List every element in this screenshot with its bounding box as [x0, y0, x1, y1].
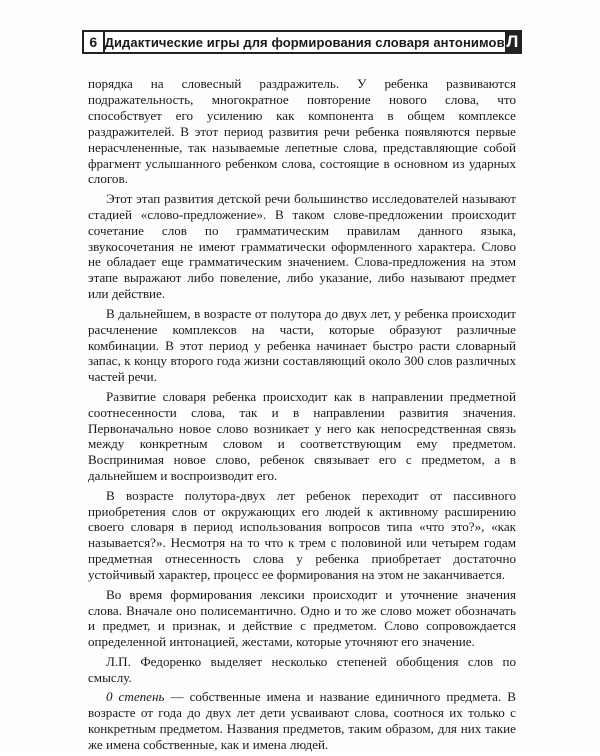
paragraph: В дальнейшем, в возрасте от полутора до двух лет, у ребенка происходит расчленение комплексов на части, которые образуют различные комбинации. В этот период у ребенка начинает быстро расти словарный запас, к концу второго года жизни составляющий около 300 слов различных частей речи.	[88, 305, 516, 385]
paragraph: порядка на словесный раздражитель. У ребенка развиваются подражательность, многократное повторение нового слова, что способствует его усилению как компонента в общем комплексе раздражителей. В этот период развития речи ребенка появляются первые нерасчлененные, так называемые лепетные слова, представляющие собой фрагмент услышанного ребенком слова, состоящие в основном из ударных слогов.	[88, 76, 516, 187]
running-header	[82, 30, 522, 54]
page-number: 6	[84, 32, 105, 52]
body-text	[88, 76, 516, 756]
running-title: Дидактические игры для формирования словаря антонимов	[104, 34, 505, 50]
section-letter-tab: Л	[506, 32, 519, 51]
paragraph: Развитие словаря ребенка происходит как в направлении предметной соотнесенности слова, так и в направлении развития значения. Первоначально новое слово возникает у него как непосредственная связь между конкретным словом и соответствующим ему предметом. Воспринимая новое слово, ребенок связывает его с предметом, а в дальнейшем и воспроизводит его.	[88, 388, 516, 484]
paragraph: Л.П. Федоренко выделяет несколько степеней обобщения слов по смыслу.	[88, 653, 516, 685]
paragraph: Во время формирования лексики происходит и уточнение значения слова. Вначале оно полисемантично. Одно и то же слово может обозначать и предмет, и признак, и действие с предметом. Слово сопровождается определенной интонацией, жестами, которые уточняют его значение.	[88, 586, 516, 650]
paragraph: В возрасте полутора-двух лет ребенок переходит от пассивного приобретения слов от окружающих его людей к активному расширению своего словаря в период использования вопросов типа «что это?», «как называется?». Несмотря на то что к трем с половиной или четырем годам предметная отнесенность слова у ребенка приобретает достаточно устойчивый характер, процесс ее формирования на этом не заканчивается.	[88, 487, 516, 583]
paragraph: Этот этап развития детской речи большинство исследователей называют стадией «слово-предложение». В таком слове-предложении происходит сочетание слов по грамматическим правилам данного языка, звукосочетания не имеют грамматически оформленного характера. Слово не обладает еще грамматическим значением. Слова-предложения на этом этапе выражают либо повеление, либо указание, либо называют предмет или действие.	[88, 190, 516, 302]
paragraph-definition	[88, 689, 516, 753]
definition-text: — собственные имена и название единичного предмета. В возрасте от года до двух лет дети усваивают слова, соотнося их только с конкретным предметом. Названия предметов, таким образом, для них такие же имена собственные, как и имена людей.	[88, 689, 516, 752]
term-label: 0 степень	[106, 689, 165, 705]
